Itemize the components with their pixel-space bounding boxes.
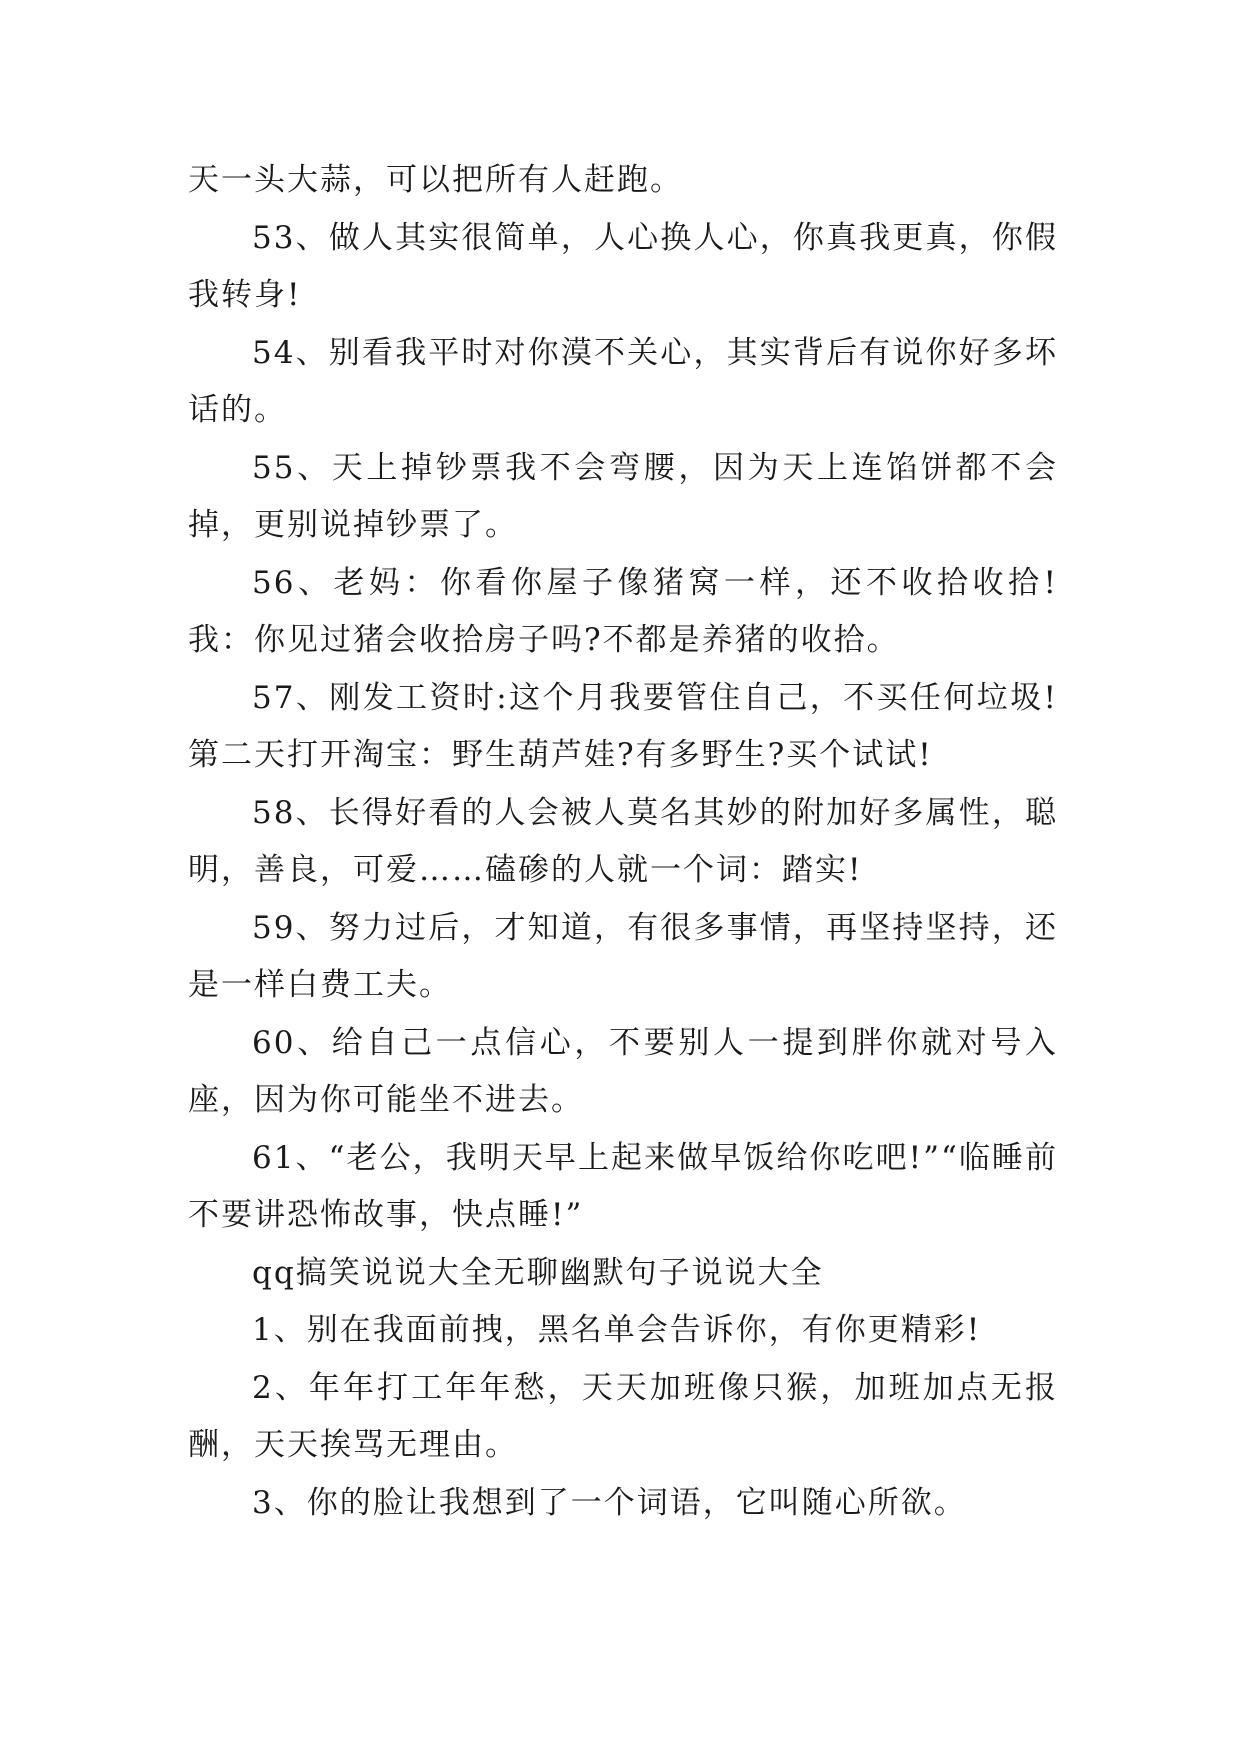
paragraph-61: 61、“老公，我明天早上起来做早饭给你吃吧!”“临睡前不要讲恐怖故事，快点睡!”	[188, 1139, 1058, 1233]
paragraph-2: 2、年年打工年年愁，天天加班像只猴，加班加点无报酬，天天挨骂无理由。	[188, 1369, 1058, 1463]
paragraph-continuation: 天一头大蒜，可以把所有人赶跑。	[188, 162, 683, 198]
paragraph-59: 59、努力过后，才知道，有很多事情，再坚持坚持，还是一样白费工夫。	[188, 909, 1058, 1003]
paragraph-3: 3、你的脸让我想到了一个词语，它叫随心所欲。	[252, 1484, 967, 1521]
paragraph-55: 55、天上掉钞票我不会弯腰，因为天上连馅饼都不会掉，更别说掉钞票了。	[188, 449, 1058, 543]
paragraph-58: 58、长得好看的人会被人莫名其妙的附加好多属性，聪明，善良，可爱……磕碜的人就一个词：踏实!	[188, 794, 1058, 888]
paragraph-56: 56、老妈：你看你屋子像猪窝一样，还不收拾收拾!我：你见过猪会收拾房子吗?不都是养猪的收拾。	[188, 564, 1058, 658]
paragraph-54: 54、别看我平时对你漠不关心，其实背后有说你好多坏话的。	[188, 334, 1058, 428]
paragraph-60: 60、给自己一点信心，不要别人一提到胖你就对号入座，因为你可能坐不进去。	[188, 1024, 1058, 1118]
paragraph-1: 1、别在我面前拽，黑名单会告诉你，有你更精彩!	[252, 1312, 982, 1348]
paragraph-53: 53、做人其实很简单，人心换人心，你真我更真，你假我转身!	[188, 219, 1058, 313]
section-heading: qq搞笑说说大全无聊幽默句子说说大全	[252, 1254, 824, 1291]
document-body	[188, 152, 1058, 1532]
paragraph-57: 57、刚发工资时:这个月我要管住自己，不买任何垃圾!第二天打开淘宝：野生葫芦娃?有多野生?买个试试!	[188, 679, 1058, 773]
